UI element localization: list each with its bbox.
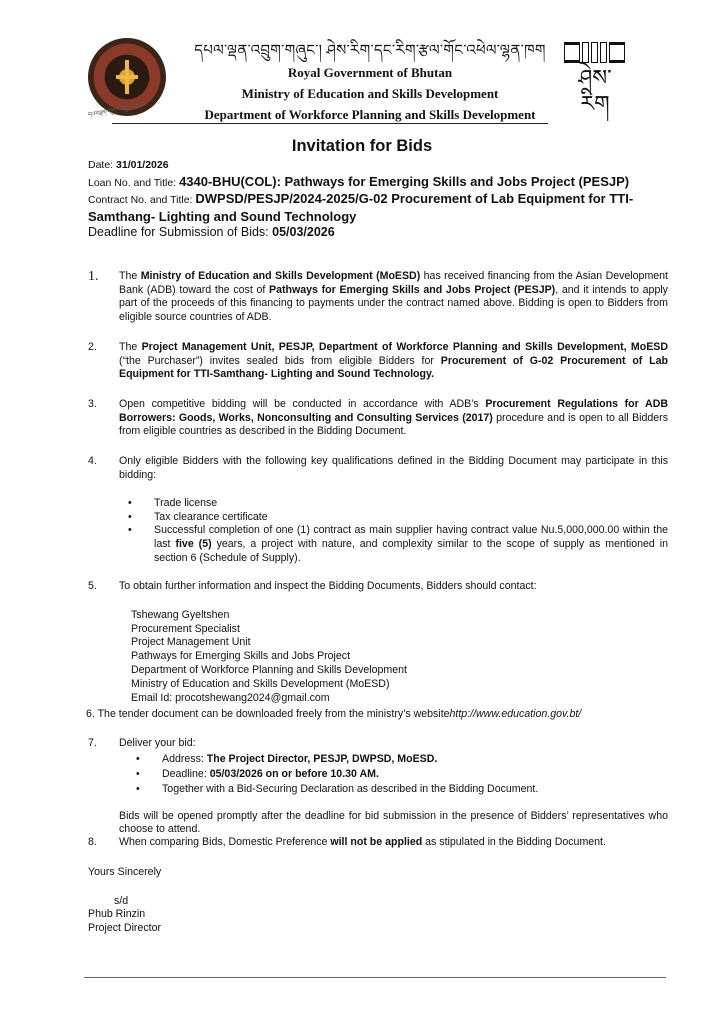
- paragraph-1: [88, 270, 668, 324]
- paragraph-text: [119, 580, 668, 594]
- paragraph-text: [119, 737, 668, 751]
- bold-text: The Project Director, PESJP, DWPSD, MoESD.: [206, 752, 438, 765]
- bold-text: Ministry of Education and Skills Development (MoESD): [140, 270, 421, 282]
- text: (“the Purchaser”) invites sealed bids from eligible Bidders for: [119, 354, 441, 367]
- paragraph-number: 1.: [88, 269, 99, 284]
- contact-name: Tshewang Gyeltshen: [131, 608, 230, 621]
- contact-unit: Project Management Unit: [131, 636, 251, 649]
- paragraph-number: 5.: [88, 580, 97, 592]
- emblem-script: དཔལ་ལྡན་འབྲུག་པའི་རྒྱལ་ཡོངས་: [87, 103, 144, 119]
- salutation: Yours Sincerely: [88, 866, 162, 878]
- logo-pillars-icon: [564, 42, 626, 64]
- paragraph-8: [88, 836, 668, 850]
- ministry-name: Ministry of Education and Skills Development: [241, 86, 499, 101]
- text: has received financing from the Asian Development Bank (ADB) toward the cost of: [119, 270, 668, 296]
- text: Deadline:: [162, 767, 210, 780]
- bid-meta: [88, 158, 668, 241]
- paragraph-number: 4.: [88, 455, 97, 467]
- list-item: [134, 767, 668, 782]
- paragraph-5: [88, 580, 668, 706]
- bold-text: Pathways for Emerging Skills and Jobs Project (PESJP): [269, 283, 556, 296]
- closing-block: [88, 866, 161, 935]
- contact-department: Department of Workforce Planning and Skills Development: [131, 664, 407, 677]
- text: years, a project with nature, and complexity similar to the scope of supply as mentioned in section 6 (Schedule of Supply).: [154, 537, 668, 564]
- contract-label: Contract No. and Title:: [88, 194, 196, 206]
- bold-text: Project Management Unit, PESJP, Department of Workforce Planning and Skills Development, MoESD: [141, 341, 668, 353]
- paragraph-6: [86, 708, 666, 722]
- signatory-role: Project Director: [88, 921, 161, 934]
- deadline-label: Deadline for Submission of Bids:: [88, 225, 273, 239]
- text: Successful completion of one (1) contract as main supplier having contract value Nu.5,000,000.00 within the last: [154, 524, 668, 550]
- footer-divider: [84, 977, 666, 978]
- list-item: [134, 752, 668, 767]
- deadline-value: 05/03/2026: [272, 225, 335, 239]
- text: Only eligible Bidders with the following key qualifications defined in the Bidding Document may participate in this bidding:: [119, 455, 668, 481]
- contact-ministry: Ministry of Education and Skills Development (MoESD): [131, 678, 390, 691]
- text: Deliver your bid:: [119, 737, 196, 749]
- paragraph-text: [119, 455, 668, 482]
- signatory-name: Phub Rinzin: [88, 908, 146, 921]
- paragraph-2: [88, 341, 668, 382]
- letterhead-text: [180, 40, 560, 125]
- ministry-logo: [564, 42, 626, 118]
- text: , and it intends to apply part of the proceeds of this financing to payments under the contract named above. Bidding is open to Bidders from eligible source countries of ADB.: [119, 283, 668, 323]
- bold-text: five (5): [175, 537, 212, 550]
- loan-label: Loan No. and Title:: [88, 176, 180, 189]
- paragraph-text: [119, 398, 668, 439]
- bold-text: will not be applied: [330, 836, 423, 848]
- paragraph-7: [88, 737, 668, 837]
- date-value: 31/01/2026: [116, 159, 169, 171]
- bold-text: Procurement of G-02 Procurement of Lab Equipment for TTI-Samthang- Lighting and Sound Technology.: [119, 354, 668, 381]
- text: When comparing Bids, Domestic Preference: [119, 836, 331, 848]
- paragraph-text: [119, 836, 668, 850]
- paragraph-number: 2.: [88, 341, 97, 353]
- loan-value: 4340-BHU(COL): Pathways for Emerging Skills and Jobs Project (PESJP): [179, 173, 630, 189]
- text: Address:: [162, 752, 207, 765]
- bold-text: Procurement Regulations for ADB Borrowers: Goods, Works, Nonconsulting and Consulting Services (2017): [119, 398, 668, 424]
- list-item: • Trade license: [126, 497, 668, 511]
- contact-title: Procurement Specialist: [131, 622, 240, 635]
- qualification-list: [88, 497, 668, 565]
- list-item: • Tax clearance certificate: [126, 511, 668, 525]
- text: To obtain further information and inspect the Bidding Documents, Bidders should contact:: [119, 580, 537, 592]
- logo-script: ཤེས་རིག: [578, 66, 612, 117]
- paragraph-text: [119, 341, 668, 382]
- list-item: • Together with a Bid-Securing Declaration as described in the Bidding Document.: [134, 782, 668, 797]
- contract-row: [88, 191, 668, 225]
- delivery-list: [88, 752, 668, 797]
- bold-text: 05/03/2026 on or before 10.30 AM.: [209, 767, 379, 780]
- contact-block: [131, 609, 668, 706]
- header-divider: [112, 123, 548, 124]
- signature: s/d: [114, 894, 129, 907]
- dorje-emblem-icon: [116, 60, 138, 94]
- contract-value: DWPSD/PESJP/2024-2025/G-02 Procurement of Lab Equipment for TTI-Samthang- Lighting and Sound Technology: [88, 191, 634, 224]
- paragraph-number: 7.: [88, 737, 97, 749]
- paragraph-text: [119, 270, 668, 324]
- page-title: Invitation for Bids: [291, 137, 433, 155]
- contact-email[interactable]: Email Id: procotshewang2024@gmail.com: [131, 692, 330, 705]
- text: Open competitive bidding will be conducted in accordance with ADB’s: [119, 398, 486, 410]
- text: procedure and is open to all Bidders from eligible countries as described in the Bidding Document.: [119, 411, 668, 438]
- paragraph-number: 8.: [88, 836, 97, 848]
- ministry-website-link[interactable]: http://www.education.gov.bt/: [449, 708, 582, 720]
- text: 6. The tender document can be downloaded freely from the ministry’s website: [86, 708, 450, 720]
- text: The: [119, 270, 141, 282]
- paragraph-3: [88, 398, 668, 439]
- date-row: [88, 158, 668, 174]
- bid-opening-text: Bids will be opened promptly after the deadline for bid submission in the presence of Bidders’ representatives who choose to attend.: [119, 809, 668, 836]
- text: The: [119, 341, 142, 353]
- list-item: [126, 524, 668, 565]
- deadline-row: [88, 225, 668, 241]
- paragraph-number: 3.: [88, 398, 97, 410]
- text: as stipulated in the Bidding Document.: [422, 836, 606, 848]
- date-label: Date:: [88, 159, 117, 171]
- paragraph-4: [88, 455, 668, 565]
- government-name: Royal Government of Bhutan: [287, 65, 453, 80]
- contact-project: Pathways for Emerging Skills and Jobs Project: [131, 650, 351, 663]
- dzongkha-heading: དཔལ་ལྡན་འབྲུག་གཞུང་། ཤེས་རིག་དང་རིག་རྩལ་གོང་འཕེལ་ལྷན་ཁག: [194, 43, 546, 59]
- department-name: Department of Workforce Planning and Skills Development: [204, 107, 536, 122]
- loan-row: [88, 174, 668, 192]
